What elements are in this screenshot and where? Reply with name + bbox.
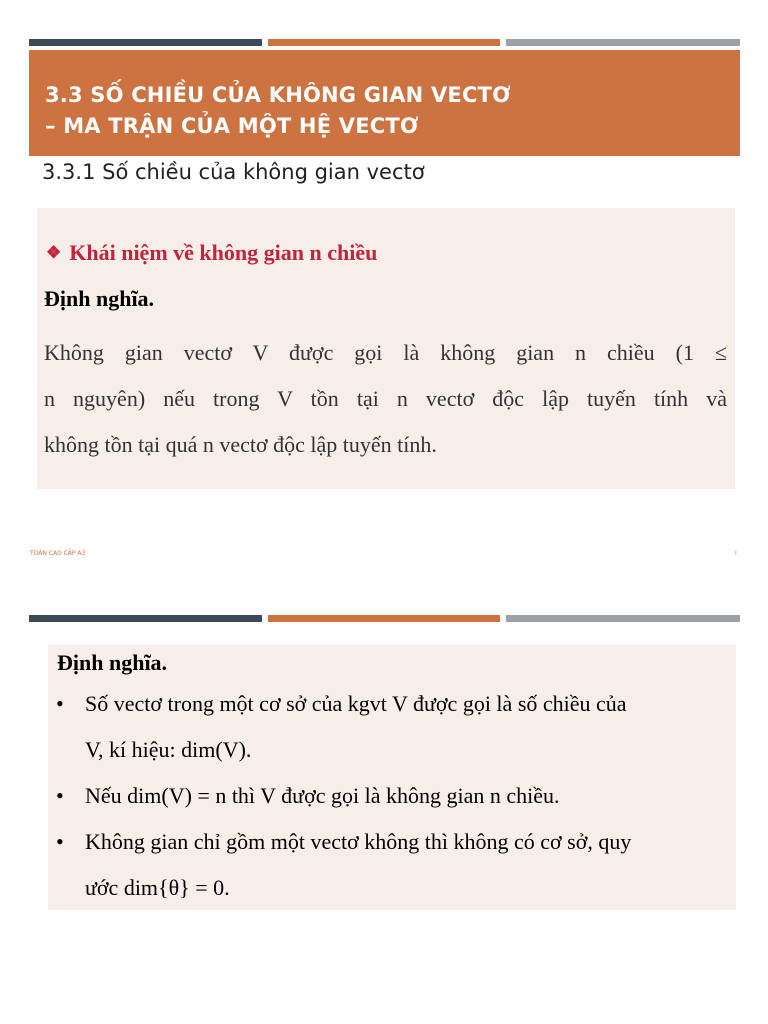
paragraph-line: Không gian vectơ V được gọi là không gian n chiều (1 ≤ <box>44 340 727 365</box>
top-stripe-orange <box>268 39 500 46</box>
slide-title-line-1: 3.3 SỐ CHIỀU CỦA KHÔNG GIAN VECTƠ <box>45 83 511 107</box>
list-item <box>56 819 736 911</box>
bullet-line: Nếu dim(V) = n thì V được gọi là không gian n chiều. <box>85 783 560 808</box>
paragraph-line: n nguyên) nếu trong V tồn tại n vectơ độc lập tuyến tính và <box>44 386 727 411</box>
bullet-dot-icon: • <box>56 829 64 854</box>
bullet-line: Số vectơ trong một cơ sở của kgvt V được gọi là số chiều của <box>85 691 627 716</box>
definition-label-2: Định nghĩa. <box>57 650 168 675</box>
bullet-line: V, kí hiệu: dim(V). <box>85 737 252 762</box>
slide-title-banner <box>29 50 740 156</box>
bullet-line: ước dim{θ} = 0. <box>85 875 230 900</box>
top-stripe-dark-2 <box>29 615 262 622</box>
concept-heading <box>46 240 377 266</box>
concept-heading-text: Khái niệm về không gian n chiều <box>69 240 378 265</box>
paragraph-line: không tồn tại quá n vectơ độc lập tuyến tính. <box>44 432 437 457</box>
top-stripe-dark <box>29 39 262 46</box>
slide-title-line-2: – MA TRẬN CỦA MỘT HỆ VECTƠ <box>45 114 419 138</box>
list-item <box>56 681 736 773</box>
bullet-dot-icon: • <box>56 691 64 716</box>
definition-bullet-list <box>56 681 736 911</box>
top-stripe-gray-2 <box>506 615 740 622</box>
diamond-bullet-icon: ❖ <box>46 243 62 262</box>
list-item <box>56 773 736 819</box>
top-stripe-gray <box>506 39 740 46</box>
bullet-line: Không gian chỉ gồm một vectơ không thì không có cơ sở, quy <box>85 829 632 854</box>
definition-paragraph <box>44 330 727 468</box>
top-stripe-orange-2 <box>268 615 500 622</box>
bullet-dot-icon: • <box>56 783 64 808</box>
slide-footer-course: TOÁN CAO CẤP A3 <box>30 550 86 557</box>
definition-label: Định nghĩa. <box>44 286 155 311</box>
section-subtitle: 3.3.1 Số chiều của không gian vectơ <box>42 160 425 184</box>
slide-footer-page: I <box>735 550 737 557</box>
